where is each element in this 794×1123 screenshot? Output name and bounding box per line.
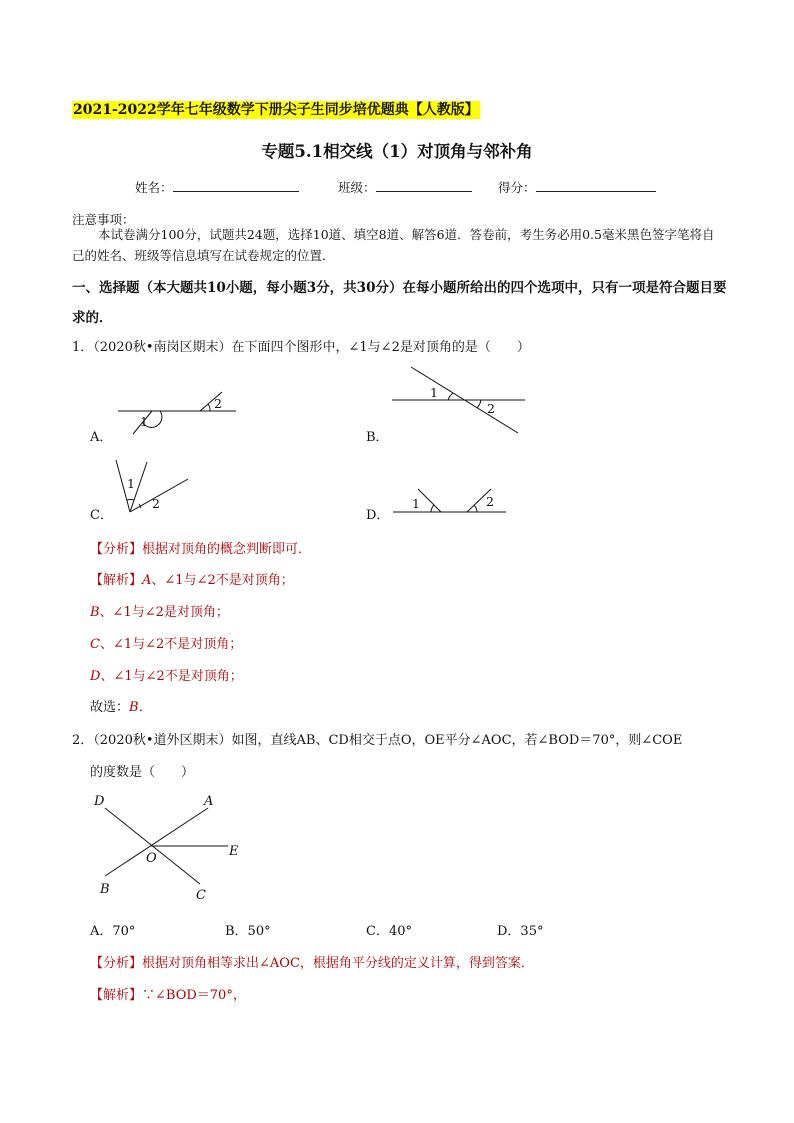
q2-solution: [90, 984, 246, 1003]
class-label: 班级：: [338, 180, 376, 195]
q1-solution-line-d: [90, 665, 243, 684]
q1-line-c-text: 、∠1与∠2不是对顶角；: [99, 637, 243, 652]
fig-a-label-1: 1: [140, 414, 148, 429]
q1-line-c-letter: C: [90, 637, 100, 652]
q1-solution-line-b: [90, 601, 229, 620]
point-a-label: A: [204, 794, 214, 809]
q2-analysis-text: 根据对顶角相等求出∠AOC，根据角平分线的定义计算，得到答案．: [142, 956, 534, 971]
fig-d-label-1: 1: [412, 496, 420, 511]
fig-c-label-1: 1: [127, 476, 135, 491]
page-title: 专题5.1相交线（1）对顶角与邻补角: [261, 142, 533, 161]
point-c-label: C: [196, 888, 206, 903]
name-label: 姓名：: [135, 180, 173, 195]
q1-stem: 1．（2020秋•南岗区期末）在下面四个图形中，∠1与∠2是对顶角的是（ ）: [72, 340, 530, 355]
q1-option-d[interactable]: D．: [366, 508, 390, 523]
q2-solution-text: ∵∠BOD＝70°，: [142, 988, 246, 1003]
fig-a-label-2: 2: [214, 396, 222, 411]
q1-line-d-text: 、∠1与∠2不是对顶角；: [100, 669, 243, 684]
q2-analysis: [90, 952, 534, 971]
fig-b-label-2: 2: [487, 401, 495, 416]
q2-analysis-tag: 【分析】: [90, 956, 143, 971]
q2-option-c[interactable]: C．40°: [366, 924, 412, 939]
q1-solution-line-a: [90, 569, 294, 588]
point-o-label: O: [146, 851, 157, 866]
q1-line-a-letter: A: [142, 573, 152, 588]
header-band: 2021-2022学年七年级数学下册尖子生同步培优题典【人教版】: [73, 102, 479, 118]
q2-solution-tag: 【解析】: [90, 988, 143, 1003]
q1-solution-line-c: [90, 633, 242, 652]
q2-stem-line1: 2．（2020秋•道外区期末）如图，直线AB、CD相交于点O，OE平分∠AOC，若∠BOD＝70°，则∠COE: [72, 733, 683, 748]
q1-option-a[interactable]: A．: [90, 430, 113, 445]
q2-option-d[interactable]: D．35°: [497, 924, 544, 939]
notes-heading: 注意事项：: [72, 212, 135, 227]
q1-figure-b: [392, 367, 525, 433]
q1-solution-tag: 【解析】: [90, 573, 143, 588]
q1-line-d-letter: D: [90, 669, 101, 684]
q1-answer: [90, 696, 152, 715]
fig-b-label-1: 1: [430, 385, 438, 400]
q2-option-b[interactable]: B．50°: [225, 924, 271, 939]
q1-option-b[interactable]: B．: [366, 430, 389, 445]
q1-answer-label: 故选：: [90, 700, 130, 715]
q1-line-a-text: 、∠1与∠2不是对顶角；: [151, 573, 294, 588]
point-b-label: B: [100, 882, 110, 897]
q2-option-a[interactable]: A．70°: [90, 924, 136, 939]
q1-analysis: [90, 538, 311, 557]
q2-stem-line2: 的度数是（ ）: [90, 765, 195, 780]
q1-analysis-text: 根据对顶角的概念判断即可．: [142, 542, 312, 557]
q2-figure: [105, 808, 228, 884]
point-e-label: E: [229, 844, 239, 859]
q1-analysis-tag: 【分析】: [90, 542, 143, 557]
section-heading: 一、选择题（本大题共10小题，每小题3分，共30分）在每小题所给出的四个选项中，只有一项是符合题目要求的．: [72, 280, 727, 326]
fig-c-label-2: 2: [152, 496, 160, 511]
point-d-label: D: [94, 794, 105, 809]
score-label: 得分：: [498, 180, 536, 195]
fig-d-label-2: 2: [486, 494, 494, 509]
notes-body: 本试卷满分100分，试题共24题，选择10道、填空8道、解答6道．答卷前，考生务必用0.5毫米黑色签字笔将自己的姓名、班级等信息填写在试卷规定的位置．: [72, 227, 715, 263]
q1-line-b-text: 、∠1与∠2是对顶角；: [99, 605, 229, 620]
q1-option-c[interactable]: C．: [90, 508, 113, 523]
q1-line-b-letter: B: [90, 605, 100, 620]
q1-answer-letter: B．: [129, 700, 152, 715]
